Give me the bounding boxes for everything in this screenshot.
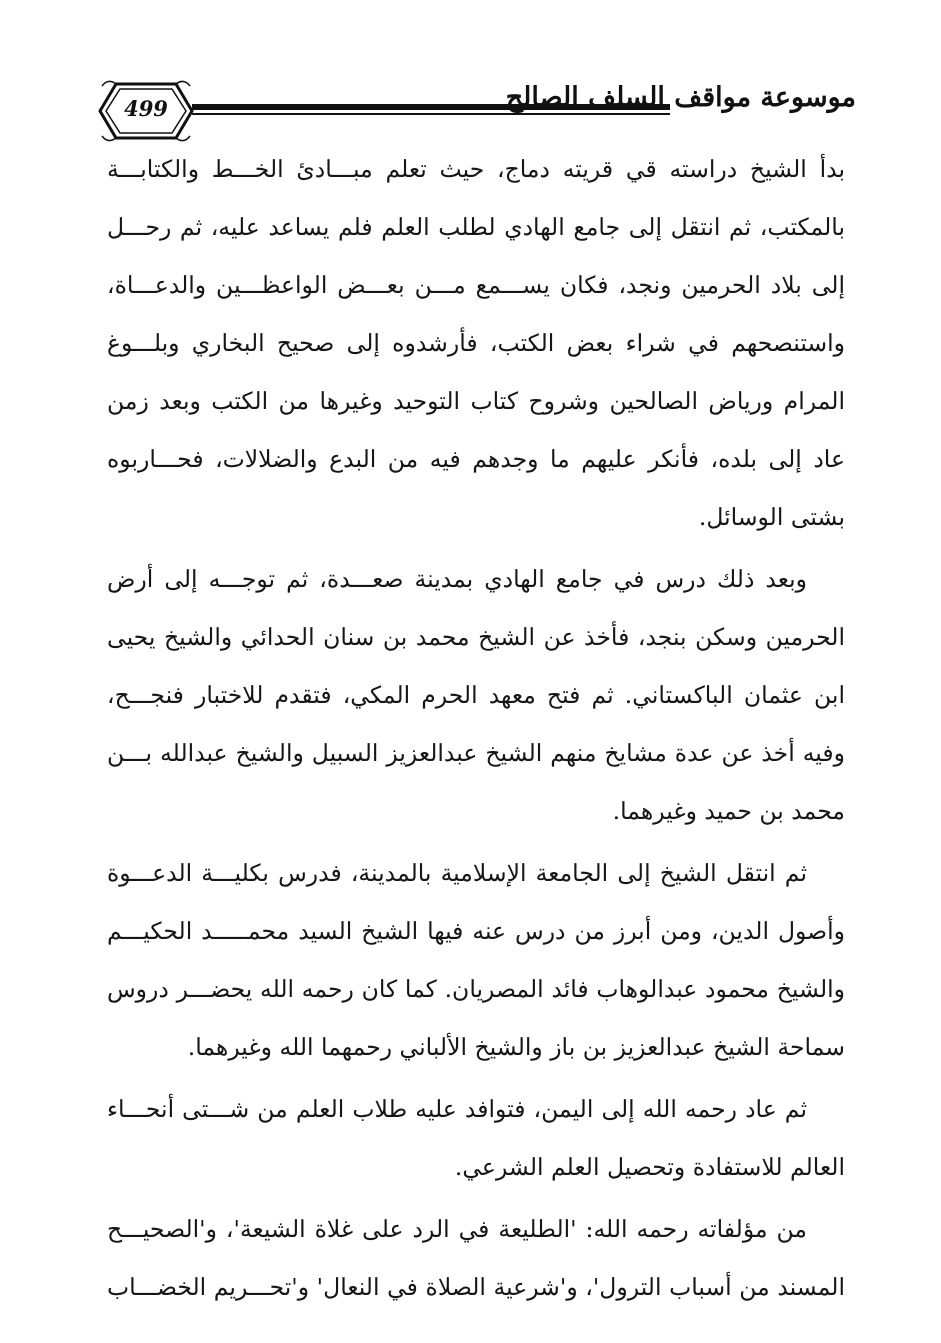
text-line: المرام ورياض الصالحين وشروح كتاب التوحيد وغيرها من الكتب وبعد زمن [107,387,845,415]
text-line: بدأ الشيخ دراسته قي قريته دماج، حيث تعلم مبـــادئ الخـــط والكتابـــة [107,155,845,183]
text-line: وفيه أخذ عن عدة مشايخ منهم الشيخ عبدالعزيز السبيل والشيخ عبدالله بـــن [107,739,845,767]
text-line: واستنصحهم في شراء بعض الكتب، فأرشدوه إلى صحيح البخاري وبلـــوغ [107,329,845,357]
paragraph [107,550,845,840]
text-line: ثم انتقل الشيخ إلى الجامعة الإسلامية بالمدينة، فدرس بكليـــة الدعـــوة [107,859,807,887]
text-line: وبعد ذلك درس في جامع الهادي بمدينة صعـــدة، ثم توجـــه إلى أرض [107,565,807,593]
text-line: العالم للاستفادة وتحصيل العلم الشرعي. [454,1153,845,1181]
running-title: موسوعة مواقف السلف الصالح [505,82,856,113]
text-line: بشتى الوسائل. [698,503,845,531]
text-line: من مؤلفاته رحمه الله: 'الطليعة في الرد على غلاة الشيعة'، و'الصحيـــح [107,1215,807,1243]
paragraph [107,844,845,1076]
text-line: المسند من أسباب الترول'، و'شرعية الصلاة في النعال' و'تحـــريم الخضـــاب [107,1273,845,1301]
page-number-badge [94,76,198,146]
text-line: سماحة الشيخ عبدالعزيز بن باز والشيخ الألباني رحمهما الله وغيرهما. [187,1033,845,1061]
body-text [107,140,845,1320]
text-line: والشيخ محمود عبدالوهاب فائد المصريان. كما كان رحمه الله يحضـــر دروس [107,975,845,1003]
text-line: ثم عاد رحمه الله إلى اليمن، فتوافد عليه طلاب العلم من شـــتى أنحـــاء [107,1095,807,1123]
paragraph [107,1080,845,1196]
paragraph [107,1200,845,1316]
text-line: وأصول الدين، ومن أبرز من درس عنه فيها الشيخ السيد محمـــــد الحكيـــم [107,917,845,945]
text-line: ابن عثمان الباكستاني. ثم فتح معهد الحرم المكي، فتقدم للاختبار فنجـــح، [107,681,845,709]
page-number: 499 [124,96,168,121]
text-line: إلى بلاد الحرمين ونجد، فكان يســـمع مـــن بعـــض الواعظـــين والدعـــاة، [107,271,845,299]
text-line: بالمكتب، ثم انتقل إلى جامع الهادي لطلب العلم فلم يساعد عليه، ثم رحـــل [107,213,845,241]
page-header [92,70,854,150]
paragraph [107,140,845,546]
text-line: الحرمين وسكن بنجد، فأخذ عن الشيخ محمد بن سنان الحدائي والشيخ يحيى [107,623,845,651]
text-line: محمد بن حميد وغيرهما. [612,797,845,825]
text-line: عاد إلى بلده، فأنكر عليهم ما وجدهم فيه من البدع والضلالات، فحـــاربوه [107,445,845,473]
